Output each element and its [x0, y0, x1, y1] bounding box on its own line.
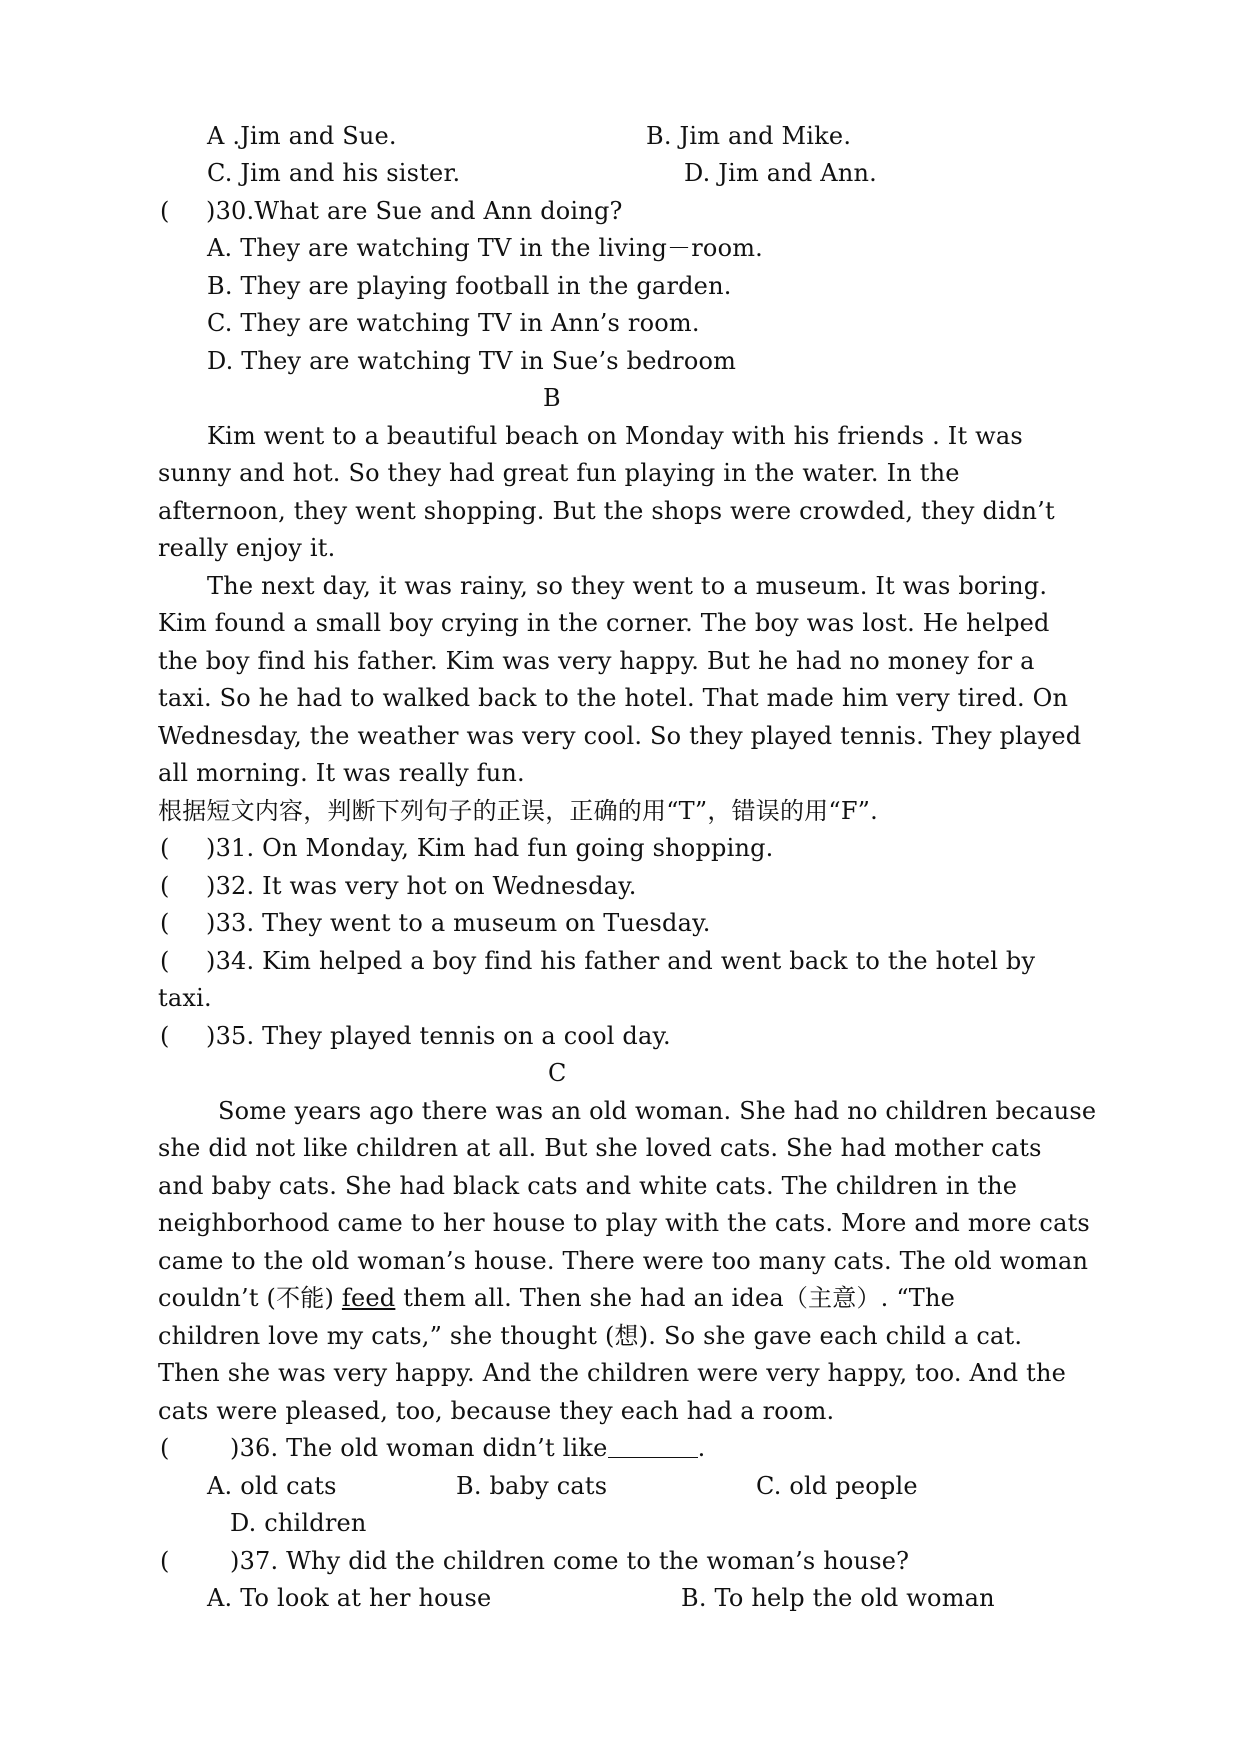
q29-option-c: C. Jim and his sister.	[207, 159, 461, 187]
line-text: them all. Then she had an idea（主意）. “The	[395, 1284, 956, 1312]
passage-c-line: neighborhood came to her house to play with the cats. More and more cats	[158, 1209, 1090, 1237]
q36-stem	[230, 1430, 705, 1466]
q31-text: )31. On Monday, Kim had fun going shopping.	[206, 834, 774, 862]
passage-b-line: afternoon, they went shopping. But the shops were crowded, they didn’t	[158, 497, 1055, 525]
passage-c-line: cats were pleased, too, because they each had a room.	[158, 1397, 835, 1425]
q36-option-a: A. old cats	[207, 1472, 337, 1500]
q36-stem-text: )36. The old woman didn’t like	[230, 1434, 608, 1462]
q32-paren: (	[160, 872, 170, 900]
passage-b-line: taxi. So he had to walked back to the hotel. That made him very tired. On	[158, 684, 1069, 712]
section-b-heading: B	[543, 384, 561, 412]
passage-c-line: and baby cats. She had black cats and white cats. The children in the	[158, 1172, 1018, 1200]
q34-text: )34. Kim helped a boy find his father and went back to the hotel by	[206, 947, 1036, 975]
q37-stem: )37. Why did the children come to the woman’s house?	[230, 1547, 910, 1575]
answer-blank	[608, 1435, 698, 1458]
q33-text: )33. They went to a museum on Tuesday.	[206, 909, 711, 937]
q36-stem-end: .	[697, 1434, 706, 1462]
q34-paren: (	[160, 947, 170, 975]
passage-c-line: Some years ago there was an old woman. She had no children because	[218, 1097, 1097, 1125]
q36-option-c: C. old people	[756, 1472, 918, 1500]
passage-b-line: all morning. It was really fun.	[158, 759, 525, 787]
q35-text: )35. They played tennis on a cool day.	[206, 1022, 671, 1050]
passage-c-line: children love my cats,” she thought (想). So she gave each child a cat.	[158, 1322, 1023, 1350]
q33-paren: (	[160, 909, 170, 937]
passage-c-line: came to the old woman’s house. There were too many cats. The old woman	[158, 1247, 1089, 1275]
q36-option-d: D. children	[230, 1509, 367, 1537]
q29-option-b: B. Jim and Mike.	[646, 122, 852, 150]
passage-c-line	[158, 1280, 955, 1316]
q30-option-c: C. They are watching TV in Ann’s room.	[207, 309, 700, 337]
q32-text: )32. It was very hot on Wednesday.	[206, 872, 637, 900]
line-text: couldn’t (不能)	[158, 1284, 342, 1312]
underlined-word-feed: feed	[341, 1284, 396, 1312]
passage-b-line: Kim found a small boy crying in the corner. The boy was lost. He helped	[158, 609, 1050, 637]
q30-option-a: A. They are watching TV in the living－room.	[207, 234, 764, 262]
q30-stem: )30.What are Sue and Ann doing?	[206, 197, 623, 225]
passage-b-line: Kim went to a beautiful beach on Monday with his friends . It was	[207, 422, 1023, 450]
passage-c-line: she did not like children at all. But she loved cats. She had mother cats	[158, 1134, 1042, 1162]
q37-option-b: B. To help the old woman	[681, 1584, 995, 1612]
q34-text-cont: taxi.	[158, 984, 212, 1012]
passage-b-line: sunny and hot. So they had great fun playing in the water. In the	[158, 459, 960, 487]
passage-b-line: The next day, it was rainy, so they went to a museum. It was boring.	[207, 572, 1048, 600]
q30-option-d: D. They are watching TV in Sue’s bedroom	[207, 347, 737, 375]
section-c-heading: C	[548, 1059, 567, 1087]
q36-option-b: B. baby cats	[456, 1472, 608, 1500]
passage-b-line: Wednesday, the weather was very cool. So they played tennis. They played	[158, 722, 1082, 750]
passage-c-line: Then she was very happy. And the children were very happy, too. And the	[158, 1359, 1067, 1387]
instruction-text: 根据短文内容，判断下列句子的正误，正确的用“T”，错误的用“F”.	[158, 797, 878, 825]
q37-paren: (	[160, 1547, 170, 1575]
q30-option-b: B. They are playing football in the garden.	[207, 272, 732, 300]
q36-paren: (	[160, 1434, 170, 1462]
passage-b-line: really enjoy it.	[158, 534, 336, 562]
q37-option-a: A. To look at her house	[207, 1584, 492, 1612]
q29-option-d: D. Jim and Ann.	[684, 159, 877, 187]
q29-option-a: A .Jim and Sue.	[207, 122, 397, 150]
q30-paren: (	[160, 197, 170, 225]
q35-paren: (	[160, 1022, 170, 1050]
passage-b-line: the boy find his father. Kim was very happy. But he had no money for a	[158, 647, 1035, 675]
q31-paren: (	[160, 834, 170, 862]
